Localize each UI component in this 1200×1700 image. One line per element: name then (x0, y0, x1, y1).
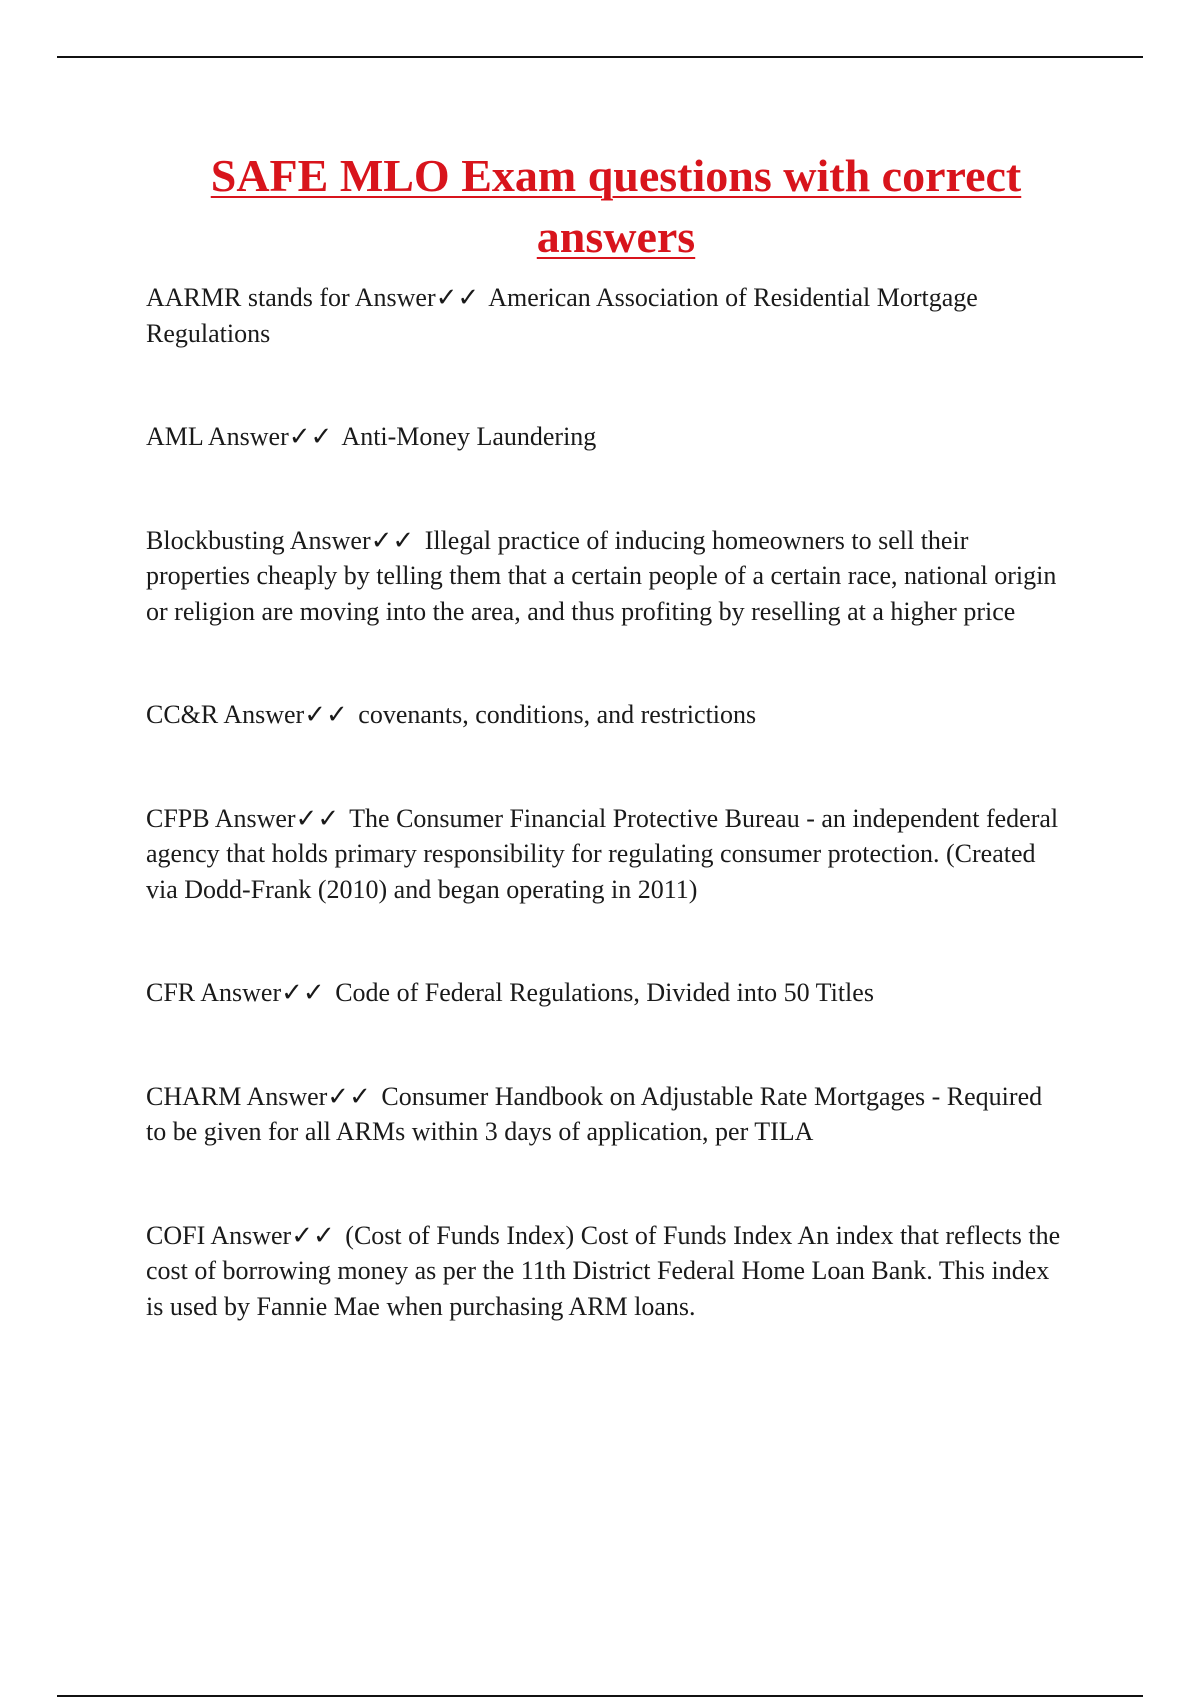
qa-term: CC&R (146, 700, 219, 729)
qa-term: COFI (146, 1220, 206, 1250)
qa-definition: covenants, conditions, and restrictions (358, 700, 757, 729)
qa-item (146, 697, 1066, 733)
footer-rule (57, 1695, 1143, 1697)
qa-item (146, 419, 1066, 455)
qa-item (146, 975, 1066, 1011)
qa-term: CHARM (146, 1081, 242, 1111)
answer-marker: Answer✓✓ (207, 422, 333, 451)
answer-marker: Answer✓✓ (223, 700, 348, 729)
qa-item (146, 523, 1066, 630)
qa-term: Blockbusting (146, 525, 285, 555)
qa-item (146, 1218, 1066, 1325)
qa-definition: Anti-Money Laundering (341, 422, 597, 451)
answer-marker: Answer✓✓ (354, 283, 480, 312)
qa-term: CFPB (146, 803, 210, 833)
qa-definition: American Association of Residential Mortgage Regulations (146, 283, 978, 348)
qa-item (146, 1079, 1066, 1150)
page-title: SAFE MLO Exam questions with correct answers (210, 150, 1022, 262)
answer-marker: Answer✓✓ (246, 1081, 371, 1111)
answer-marker: Answer✓✓ (289, 525, 415, 555)
qa-definition: Consumer Handbook on Adjustable Rate Mortgages - Required to be given for all ARMs within 3 days of application, per TILA (146, 1081, 1043, 1146)
answer-marker: Answer✓✓ (214, 803, 340, 833)
qa-definition: The Consumer Financial Protective Bureau - an independent federal agency that holds primary responsibility for regulating consumer protection. (Created via Dodd-Frank (2010) and began operating in 2011) (146, 803, 1059, 904)
qa-term: CFR (146, 978, 196, 1007)
qa-definition: Code of Federal Regulations, Divided into 50 Titles (335, 978, 874, 1007)
qa-item (146, 280, 1066, 351)
qa-list (146, 280, 1066, 1392)
answer-marker: Answer✓✓ (210, 1220, 335, 1250)
header-rule (57, 56, 1143, 58)
qa-term: AML (146, 422, 203, 451)
qa-definition: (Cost of Funds Index) Cost of Funds Index An index that reflects the cost of borrowing money as per the 11th District Federal Home Loan Bank. This index is used by Fannie Mae when purchasing ARM loans. (146, 1220, 1061, 1321)
qa-item (146, 801, 1066, 908)
answer-marker: Answer✓✓ (200, 978, 325, 1007)
qa-term: AARMR stands for (146, 283, 350, 312)
qa-definition: Illegal practice of inducing homeowners to sell their properties cheaply by telling them that a certain people of a certain race, national origin or religion are moving into the area, and thus profiting by reselling at a higher price (146, 525, 1057, 626)
